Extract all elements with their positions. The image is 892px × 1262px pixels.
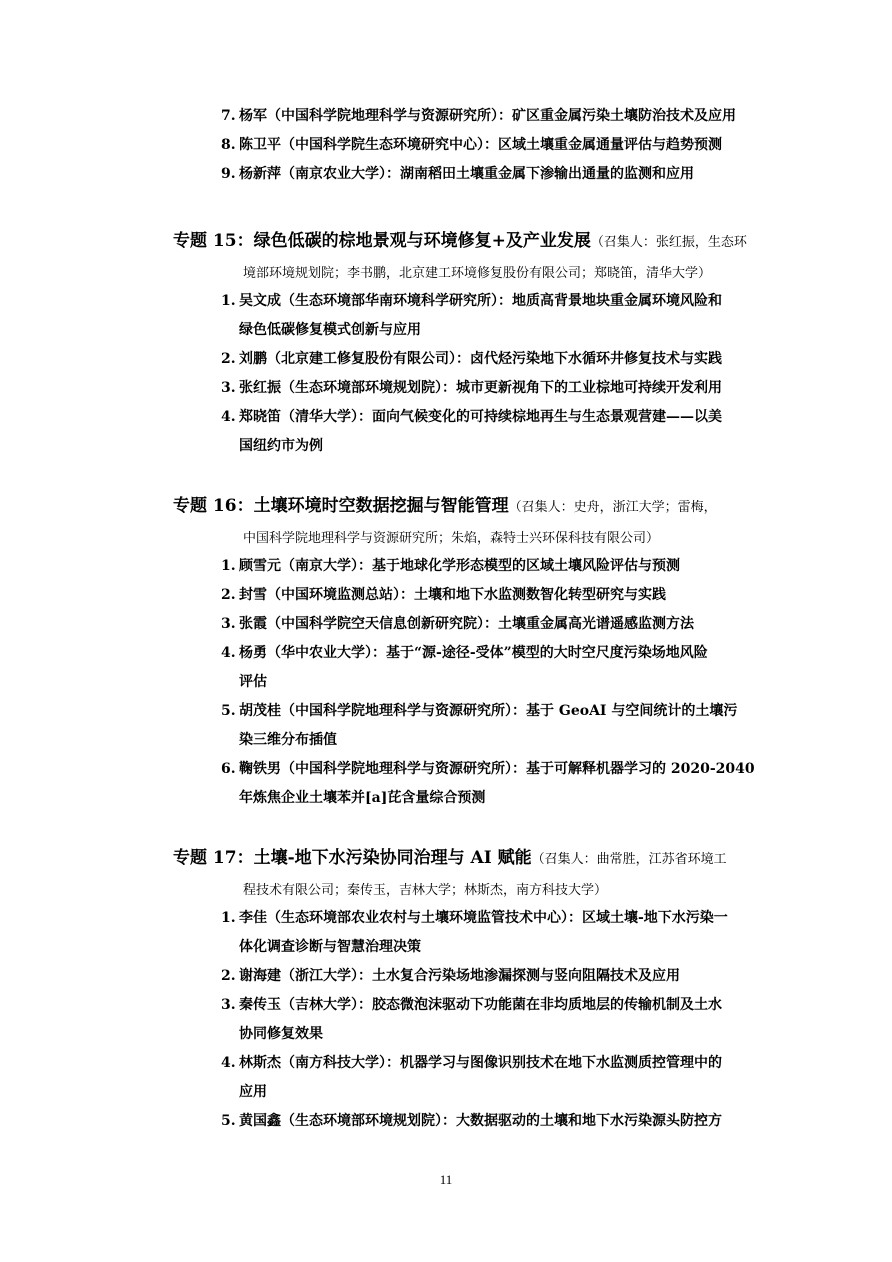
- list-item: 3. 秦传玉（吉林大学）：胶态微泡沫驱动下功能菌在非均质地层的传输机制及土水 协同修复效果: [221, 997, 722, 1042]
- list-item: 4. 林斯杰（南方科技大学）：机器学习与图像识别技术在地下水监测质控管理中的 应用: [221, 1055, 722, 1100]
- list-item: 1. 吴文成（生态环境部华南环境科学研究所）：地质高背景地块重金属环境风险和 绿色低碳修复模式创新与应用: [221, 293, 722, 338]
- list-item: 2. 谢海建（浙江大学）：土水复合污染场地渗漏探测与竖向阻隔技术及应用: [221, 968, 680, 984]
- topic-15-convener: （召集人：张红振，生态环: [590, 235, 747, 250]
- list-item: 4. 杨勇（华中农业大学）：基于“源-途径-受体”模型的大时空尺度污染场地风险 评估: [221, 645, 708, 690]
- topic-15-convener-cont: 境部环境规划院；李书鹏，北京建工环境修复股份有限公司；郑晓笛，清华大学）: [243, 266, 712, 281]
- topic-15-title: 专题 15：绿色低碳的棕地景观与环境修复+及产业发展: [173, 231, 591, 251]
- list-item: 2. 刘鹏（北京建工修复股份有限公司）：卤代烃污染地下水循环井修复技术与实践: [221, 351, 722, 367]
- topic-17-list: [221, 904, 781, 1136]
- list-item: 2. 封雪（中国环境监测总站）：土壤和地下水监测数智化转型研究与实践: [221, 587, 666, 603]
- list-item: 6. 鞠铁男（中国科学院地理科学与资源研究所）：基于可解释机器学习的 2020-2040 年炼焦企业土壤苯并[a]芘含量综合预测: [221, 761, 755, 806]
- page-number: 11: [439, 1172, 453, 1187]
- topic-17-convener-cont: 程技术有限公司；秦传玉，吉林大学；林斯杰，南方科技大学）: [243, 883, 608, 898]
- topic-16-title: 专题 16：土壤环境时空数据挖掘与智能管理: [173, 496, 509, 516]
- topic-17-title: 专题 17：土壤-地下水污染协同治理与 AI 赋能: [173, 848, 532, 868]
- list-item: 3. 张霞（中国科学院空天信息创新研究院）：土壤重金属高光谱遥感监测方法: [221, 616, 694, 632]
- top-presentation-list: [221, 102, 781, 189]
- topic-16-convener: （召集人：史舟，浙江大学；雷梅，: [508, 500, 717, 515]
- list-item: 1. 顾雪元（南京大学）：基于地球化学形态模型的区域土壤风险评估与预测: [221, 558, 680, 574]
- list-item: 5. 胡茂桂（中国科学院地理科学与资源研究所）：基于 GeoAI 与空间统计的土壤污 染三维分布插值: [221, 703, 738, 748]
- list-item: 7. 杨军（中国科学院地理科学与资源研究所）：矿区重金属污染土壤防治技术及应用: [221, 108, 736, 124]
- list-item: 1. 李佳（生态环境部农业农村与土壤环境监管技术中心）：区域土壤-地下水污染一 体化调查诊断与智慧治理决策: [221, 910, 728, 955]
- list-item: 3. 张红振（生态环境部环境规划院）：城市更新视角下的工业棕地可持续开发利用: [221, 380, 722, 396]
- topic-16-heading: [173, 490, 778, 554]
- topic-17-convener: （召集人：曲常胜，江苏省环境工: [531, 852, 727, 867]
- list-item: 8. 陈卫平（中国科学院生态环境研究中心）：区域土壤重金属通量评估与趋势预测: [221, 137, 722, 153]
- list-item: 4. 郑晓笛（清华大学）：面向气候变化的可持续棕地再生与生态景观营建——以美 国纽约市为例: [221, 409, 722, 454]
- topic-15-list: [221, 287, 781, 461]
- topic-17-heading: [173, 842, 778, 906]
- topic-15-heading: [173, 225, 778, 289]
- topic-16-convener-cont: 中国科学院地理科学与资源研究所；朱焰，森特士兴环保科技有限公司）: [243, 531, 660, 546]
- list-item: 9. 杨新萍（南京农业大学）：湖南稻田土壤重金属下渗输出通量的监测和应用: [221, 166, 694, 182]
- topic-16-list: [221, 552, 781, 813]
- list-item: 5. 黄国鑫（生态环境部环境规划院）：大数据驱动的土壤和地下水污染源头防控方: [221, 1113, 722, 1129]
